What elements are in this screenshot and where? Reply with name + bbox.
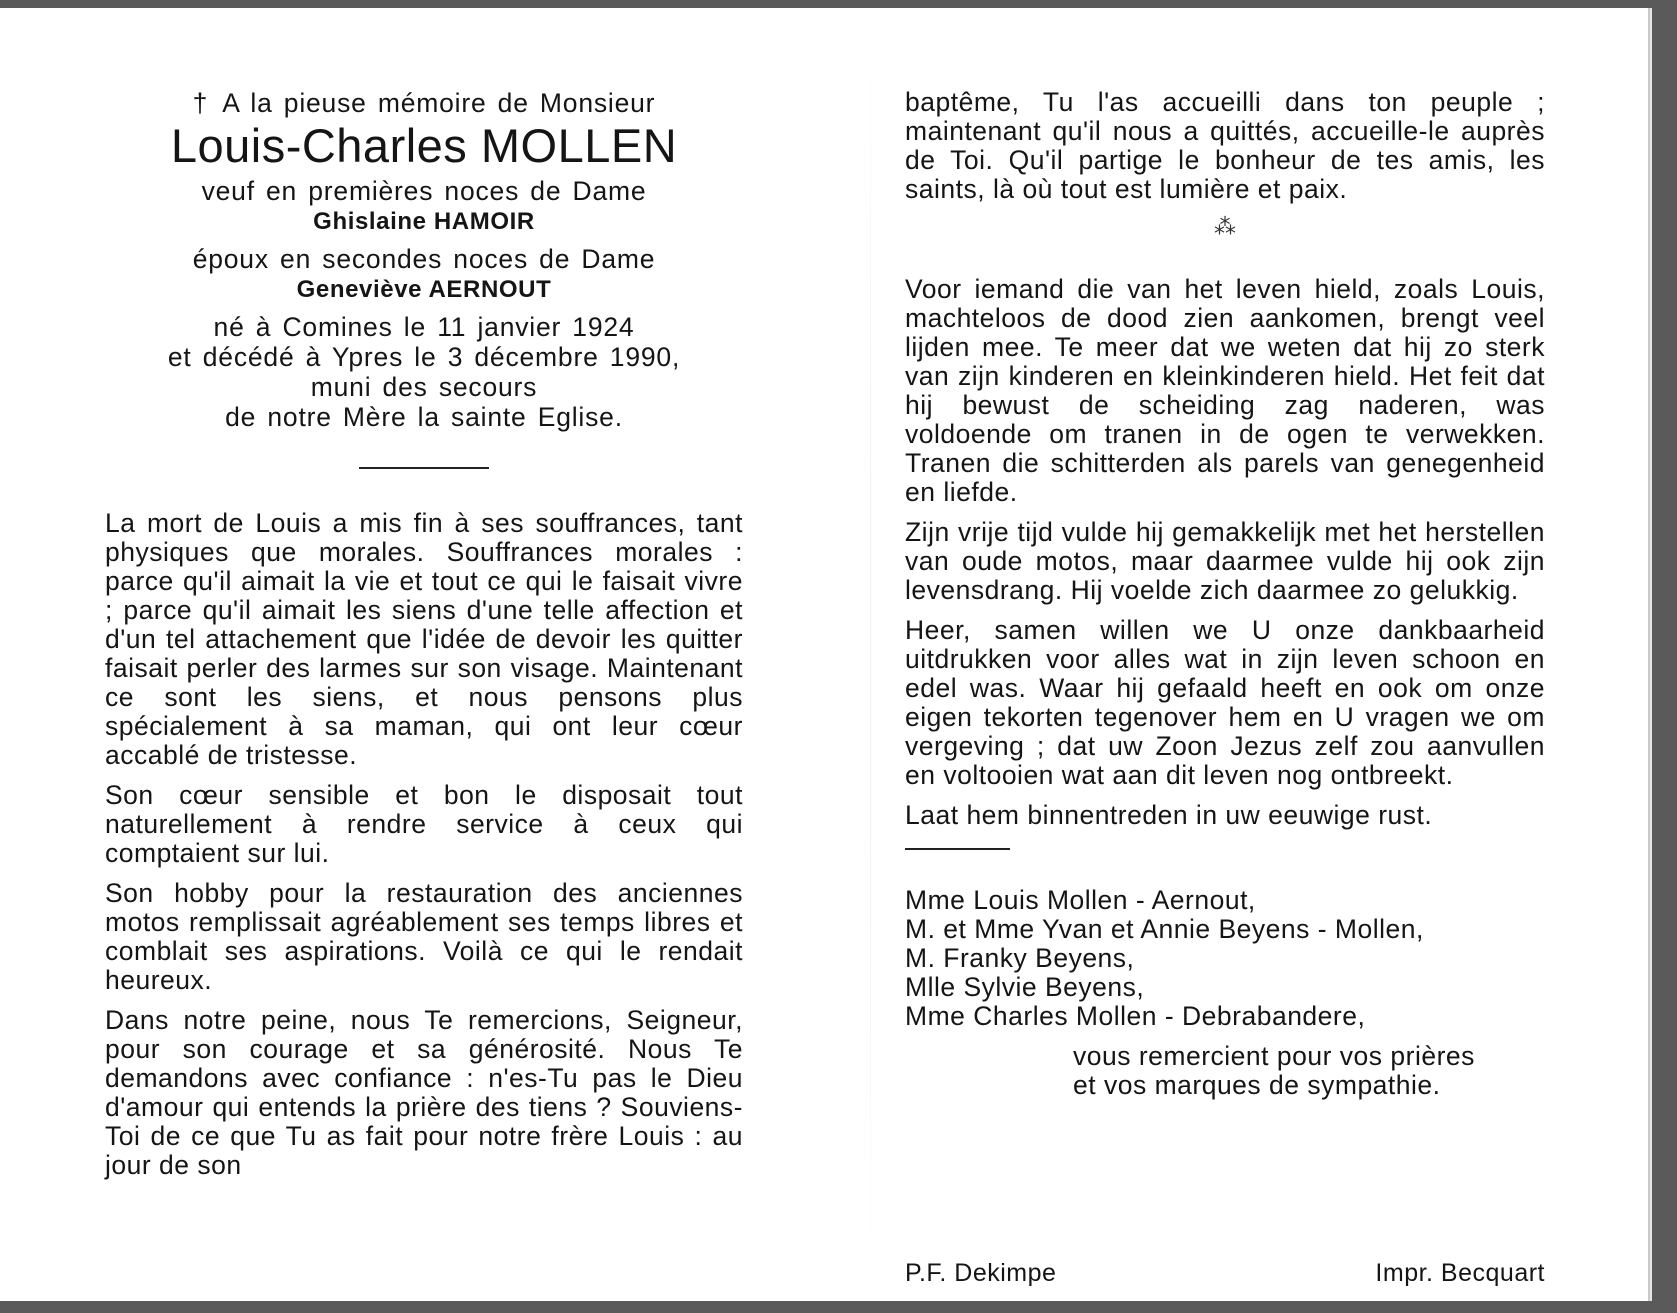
family-member: Mme Louis Mollen - Aernout, xyxy=(905,885,1256,915)
family-member: M. et Mme Yvan et Annie Beyens - Mollen, xyxy=(905,914,1424,944)
memorial-text: A la pieuse mémoire de Monsieur xyxy=(222,88,656,118)
printer-credit: Impr. Becquart xyxy=(1375,1259,1545,1287)
thanks-line-1: vous remercient pour vos prières xyxy=(1073,1041,1475,1071)
dutch-paragraph: Voor iemand die van het leven hield, zoals Louis, machteloos de dood zien aankomen, brengt veel lijden mee. Te meer dat we weten dat hij zo sterk van zijn kinderen en kleinkinderen hield. Het feit dat hij bewust de scheiding zag naderen, was voldoende om tranen in de ogen te verwekken. Tranen die schitterden als parels van genegenheid en liefde. xyxy=(905,274,1545,507)
memorial-line xyxy=(105,88,743,118)
family-list xyxy=(905,886,1545,1031)
thanks-message xyxy=(1073,1042,1545,1100)
family-member: M. Franky Beyens, xyxy=(905,943,1135,973)
right-page xyxy=(905,88,1545,1100)
family-member: Mme Charles Mollen - Debrabandere, xyxy=(905,1001,1366,1031)
second-spouse-name: Geneviève AERNOUT xyxy=(296,276,552,303)
dutch-paragraph: Laat hem binnentreden in uw eeuwige rust. xyxy=(905,800,1433,830)
asterism-divider-icon: ⁂ xyxy=(1214,214,1236,239)
french-paragraph: La mort de Louis a mis fin à ses souffrances, tant physiques que morales. Souffrances morales : parce qu'il aimait la vie et tout ce qui le faisait vivre ; parce qu'il aimait les siens d'une telle affection et d'un tel attachement que l'idée de devoir les quitter faisait perler des larmes sur son visage. Maintenant ce sont les siens, et nous pensons plus spécialement à sa maman, qui ont leur cœur accablé de tristesse. xyxy=(105,508,743,770)
first-marriage-line: veuf en premières noces de Dame xyxy=(201,176,647,206)
designer-credit: P.F. Dekimpe xyxy=(905,1259,1057,1287)
card-fold-line xyxy=(870,8,871,1301)
french-paragraph: Son cœur sensible et bon le disposait tout naturellement à rendre service à ceux qui comptaient sur lui. xyxy=(105,780,743,868)
birth-line: né à Comines le 11 janvier 1924 xyxy=(213,312,635,342)
family-member: Mlle Sylvie Beyens, xyxy=(905,972,1145,1002)
french-continuation: baptême, Tu l'as accueilli dans ton peuple ; maintenant qu'il nous a quittés, accueille-le auprès de Toi. Qu'il partige le bonheur de tes amis, les saints, là où tout est lumière et paix. xyxy=(905,87,1545,204)
first-spouse-name: Ghislaine HAMOIR xyxy=(313,208,535,235)
sacraments-line-2: de notre Mère la sainte Eglise. xyxy=(225,402,623,432)
section-divider xyxy=(905,848,1010,850)
french-paragraph: Dans notre peine, nous Te remercions, Seigneur, pour son courage et sa générosité. Nous Te demandons avec confiance : n'es-Tu pas le Dieu d'amour qui entends la prière des tiens ? Souviens-Toi de ce que Tu as fait pour notre frère Louis : au jour de son xyxy=(105,1005,743,1180)
second-marriage-line: époux en secondes noces de Dame xyxy=(192,244,656,274)
sacraments-line-1: muni des secours xyxy=(310,372,538,402)
deceased-name: Louis-Charles MOLLEN xyxy=(170,119,678,172)
dutch-paragraph: Zijn vrije tijd vulde hij gemakkelijk met het herstellen van oude motos, maar daarmee vulde hij ook zijn levensdrang. Hij voelde zich daarmee zo gelukkig. xyxy=(905,517,1545,605)
cross-icon: † xyxy=(192,88,209,118)
dutch-paragraph: Heer, samen willen we U onze dankbaarheid uitdrukken voor alles wat in zijn leven schoon en edel was. Waar hij gefaald heeft en ook om onze eigen tekorten tegenover hem en U vragen we om vergeving ; dat uw Zoon Jezus zelf zou aanvullen en voltooien wat aan dit leven nog ontbreekt. xyxy=(905,615,1545,790)
death-line: et décédé à Ypres le 3 décembre 1990, xyxy=(167,342,681,372)
left-page xyxy=(105,88,743,1191)
french-paragraph: Son hobby pour la restauration des anciennes motos remplissait agréablement ses temps libres et comblait ses aspirations. Voilà ce qui le rendait heureux. xyxy=(105,878,743,995)
thanks-line-2: et vos marques de sympathie. xyxy=(1073,1070,1441,1100)
memorial-card xyxy=(0,8,1650,1301)
section-divider xyxy=(359,467,489,469)
